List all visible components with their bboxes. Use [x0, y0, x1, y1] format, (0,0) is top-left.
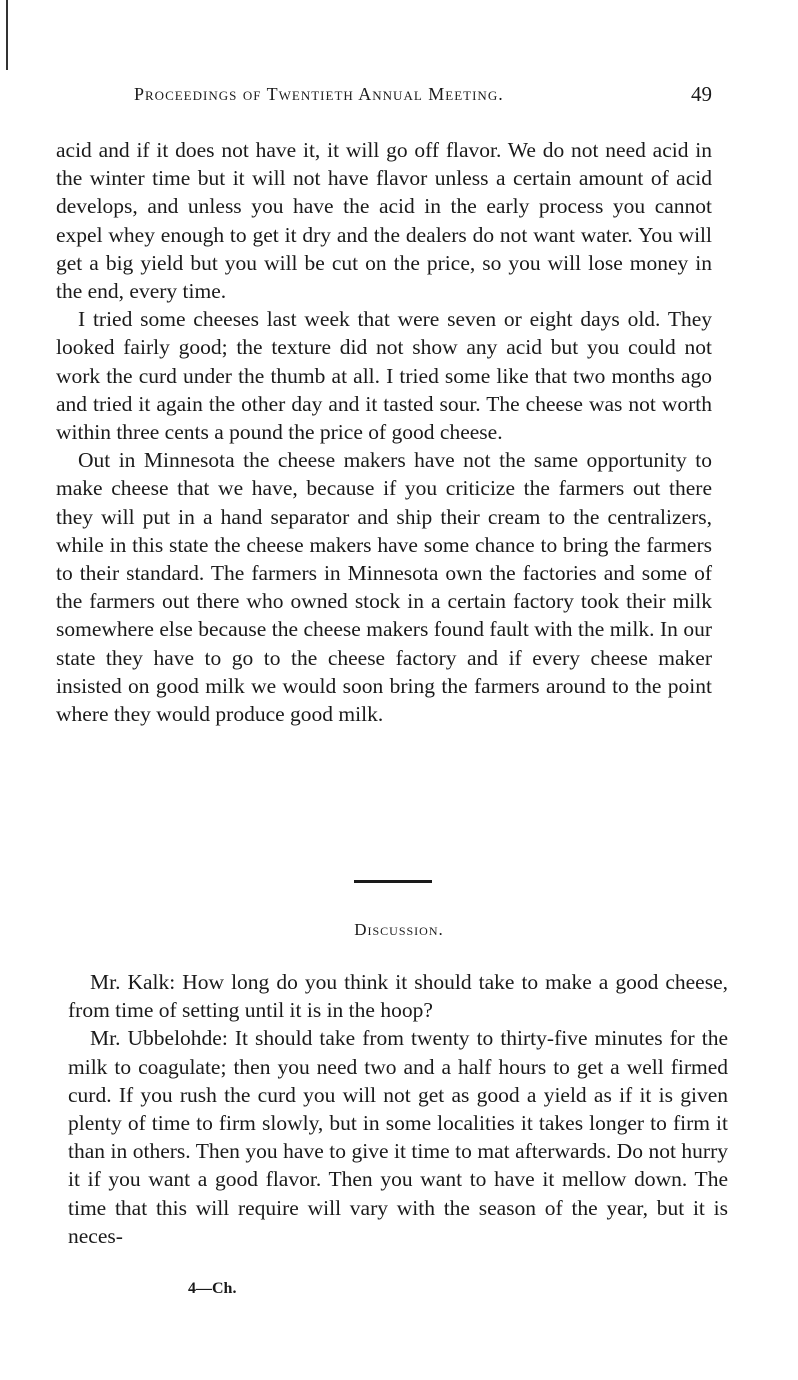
- paragraph: Mr. Kalk: How long do you think it should take to make a good cheese, from time of setting until it is in the hoop?: [68, 970, 728, 1023]
- paragraph: acid and if it does not have it, it will go off flavor. We do not need acid in the winter time but it will not have flavor unless a certain amount of acid develops, and unless you have the acid in the early process you cannot expel whey enough to get it dry and the dealers do not want water. You will get a big yield but you will be cut on the price, so you will lose money in the end, every time.: [56, 138, 712, 304]
- discussion-text: [68, 968, 728, 1250]
- paragraph: Out in Minnesota the cheese makers have not the same opportunity to make cheese that we have, because if you criticize the farmers out there they will put in a hand separator and ship their cream to the centralizers, while in this state the cheese makers have some chance to bring the farmers to their standard. The farmers in Minnesota own the factories and some of the farmers out there who owned stock in a certain factory took their milk somewhere else because the cheese makers found fault with the milk. In our state they have to go to the cheese factory and if every cheese maker insisted on good milk we would soon bring the farmers around to the point where they would produce good milk.: [56, 448, 712, 727]
- discussion-heading: Discussion.: [354, 920, 444, 939]
- paragraph: Mr. Ubbelohde: It should take from twenty to thirty-five minutes for the milk to coagulate; then you need two and a half hours to get a well firmed curd. If you rush the curd you will not get as good a yield as if it is given plenty of time to firm slowly, but in some localities it takes longer to firm it than in others. Then you have to give it time to mat afterwards. Do not hurry it if you want a good flavor. Then you want to have it mellow down. The time that this will require will vary with the season of the year, but it is neces-: [68, 1026, 728, 1248]
- signature-mark: 4—Ch.: [188, 1280, 237, 1297]
- running-header-title: Proceedings of Twentieth Annual Meeting.: [134, 84, 504, 104]
- paragraph: I tried some cheeses last week that were seven or eight days old. They looked fairly good; the texture did not show any acid but you could not work the curd under the thumb at all. I tried some like that two months ago and tried it again the other day and it tasted sour. The cheese was not worth within three cents a pound the price of good cheese.: [56, 307, 712, 445]
- page-margin-rule: [6, 0, 8, 70]
- section-divider: [354, 880, 432, 883]
- main-text: [56, 136, 712, 728]
- running-header: [134, 84, 712, 114]
- page-number: 49: [691, 82, 712, 106]
